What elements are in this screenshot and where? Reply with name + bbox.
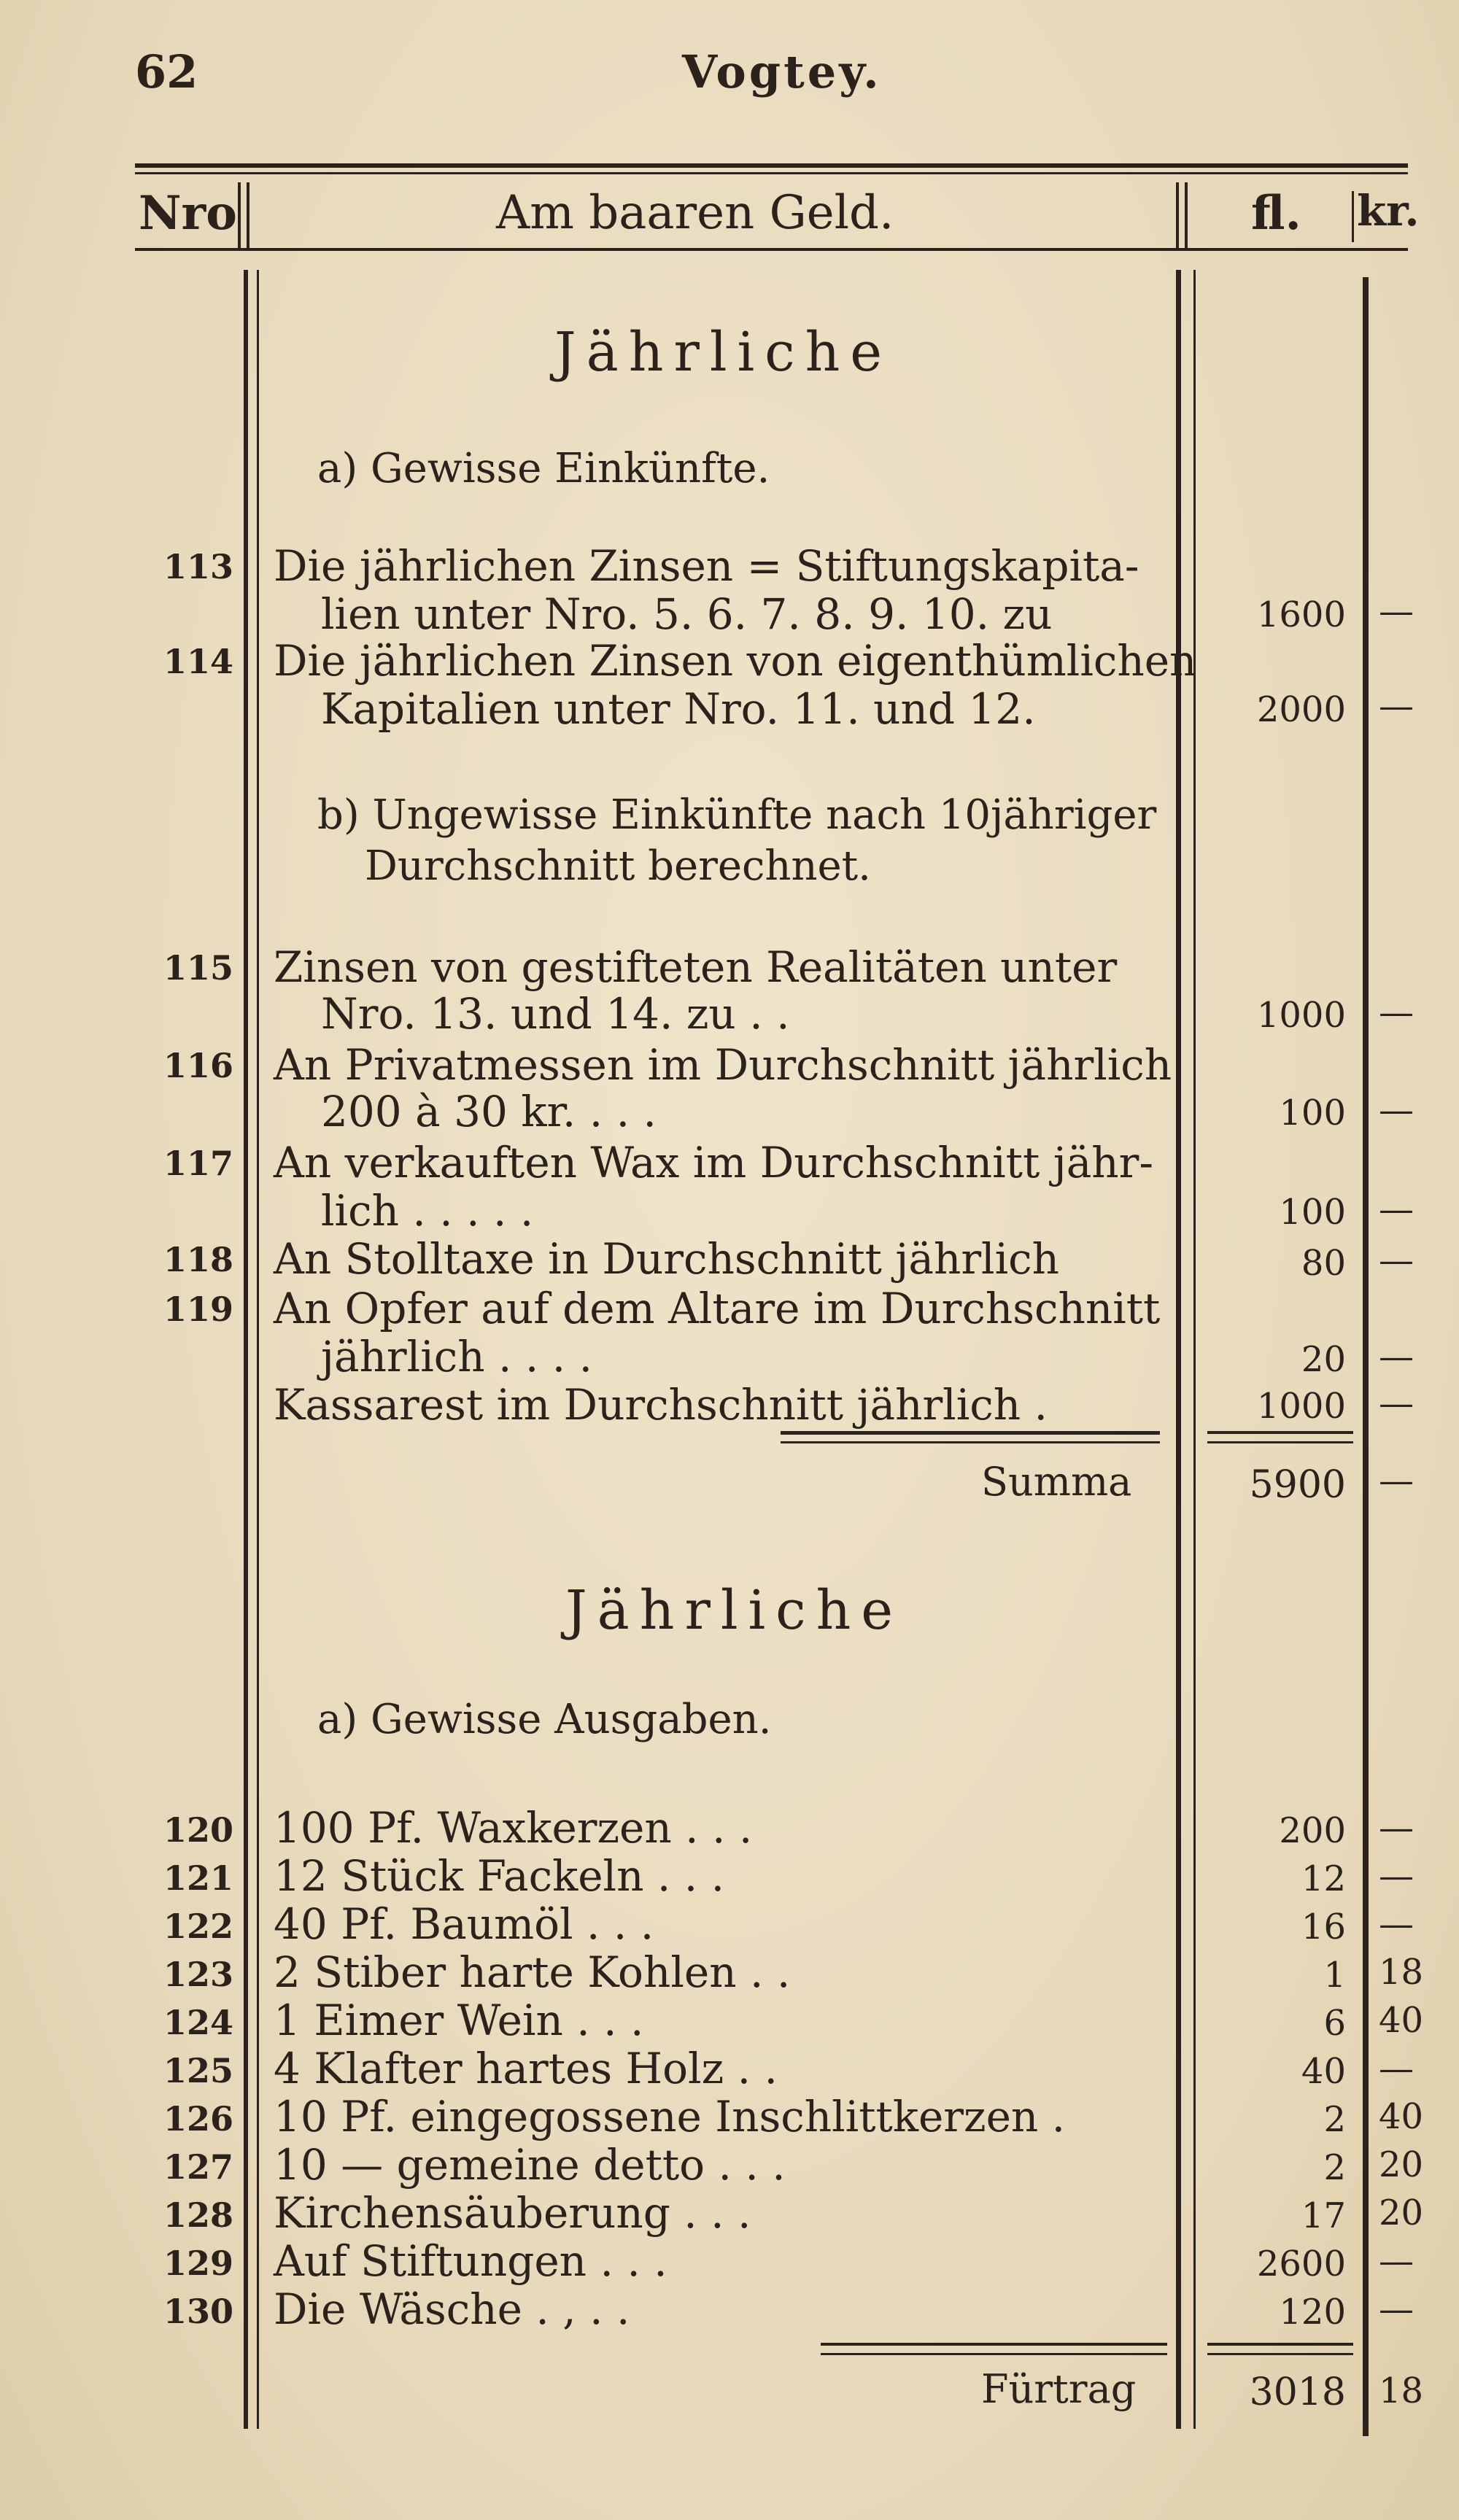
column-rule-nro (244, 270, 248, 2429)
row-text: Kapitalien unter Nro. 11. und 12. (321, 684, 1036, 734)
row-text: Nro. 13. und 14. zu . . (321, 989, 790, 1039)
row-nro: 127 (163, 2147, 233, 2187)
row-text: jährlich . . . . (321, 1332, 593, 1381)
row-text: Auf Stiftungen . . . (274, 2236, 667, 2286)
row-nro: 130 (163, 2292, 233, 2331)
row-kr: — (1379, 591, 1414, 632)
row-text: Die jährlichen Zinsen von eigenthümlichen (274, 636, 1197, 686)
expenses-section-a: a) Gewisse Ausgaben. (317, 1696, 772, 1743)
header-rule-fl-1 (1176, 182, 1179, 248)
row-fl: 20 (1301, 1339, 1346, 1380)
row-nro: 129 (163, 2244, 233, 2283)
carry-rule-fl-thin (1207, 2353, 1353, 2355)
column-rule-fl (1176, 270, 1181, 2429)
sum-label: Summa (981, 1459, 1132, 1505)
column-rule-nro-thin (257, 270, 259, 2429)
row-fl: 12 (1301, 1858, 1346, 1899)
row-text: lich . . . . . (321, 1186, 534, 1236)
row-text: Die Wäsche . , . . (274, 2284, 630, 2334)
row-kr: — (1379, 2048, 1414, 2089)
carry-rule-thin (821, 2353, 1167, 2355)
row-nro: 113 (163, 547, 233, 586)
sum-rule-thin (781, 1441, 1160, 1443)
sum-rule (781, 1431, 1160, 1435)
row-kr: — (1379, 2241, 1414, 2281)
row-nro: 117 (163, 1144, 233, 1183)
row-text: An Privatmessen im Durchschnitt jährlich (274, 1040, 1172, 1090)
row-text: An verkauften Wax im Durchschnitt jähr- (274, 1138, 1153, 1187)
income-section-b-line2: Durchschnitt berechnet. (365, 842, 871, 890)
row-fl: 1 (1323, 1955, 1346, 1996)
row-nro: 119 (163, 1290, 233, 1329)
row-text: 10 Pf. eingegossene Inschlittkerzen . (274, 2092, 1066, 2141)
income-section-b-line1: b) Ungewisse Einkünfte nach 10jähriger (317, 791, 1157, 839)
row-nro: 116 (163, 1046, 233, 1085)
row-kr: 20 (1379, 2193, 1424, 2233)
carry-kr: 18 (1379, 2370, 1424, 2411)
col-header-title: Am baaren Geld. (496, 186, 894, 240)
row-kr: — (1379, 686, 1414, 726)
sum-kr: — (1379, 1460, 1414, 1501)
row-nro: 120 (163, 1810, 233, 1850)
header-top-rule-thin (135, 172, 1408, 174)
row-nro: 114 (163, 642, 233, 681)
row-text: Zinsen von gestifteten Realitäten unter (274, 942, 1118, 992)
row-fl: 2600 (1256, 2244, 1346, 2284)
row-fl: 100 (1279, 1093, 1346, 1133)
carry-rule (821, 2343, 1167, 2346)
row-text: Kassarest im Durchschnitt jährlich . (274, 1380, 1048, 1430)
expenses-title: Jährliche (565, 1579, 904, 1642)
header-rule-kr (1352, 191, 1354, 242)
sum-fl: 5900 (1249, 1463, 1346, 1507)
row-kr: — (1379, 1189, 1414, 1230)
row-nro: 126 (163, 2099, 233, 2139)
row-fl: 2 (1323, 2099, 1346, 2140)
row-nro: 122 (163, 1907, 233, 1946)
row-fl: 200 (1279, 1810, 1346, 1851)
carry-fl: 3018 (1249, 2370, 1346, 2414)
row-text: 200 à 30 kr. . . . (321, 1087, 657, 1136)
row-nro: 124 (163, 2003, 233, 2042)
header-top-rule (135, 163, 1408, 168)
row-kr: 40 (1379, 2000, 1424, 2041)
row-nro: 118 (163, 1240, 233, 1279)
row-fl: 17 (1301, 2195, 1346, 2236)
row-text: An Stolltaxe in Durchschnitt jährlich (274, 1234, 1059, 1284)
header-rule-nro-1 (238, 182, 241, 248)
row-kr: — (1379, 1904, 1414, 1945)
row-nro: 125 (163, 2051, 233, 2090)
row-kr: 40 (1379, 2096, 1424, 2137)
row-kr: 20 (1379, 2144, 1424, 2185)
row-text: 4 Klafter hartes Holz . . (274, 2044, 778, 2093)
header-bottom-rule (135, 248, 1408, 251)
row-kr: — (1379, 1383, 1414, 1424)
row-kr: — (1379, 1336, 1414, 1377)
row-text: 40 Pf. Baumöl . . . (274, 1899, 654, 1949)
row-kr: 18 (1379, 1952, 1424, 1993)
row-fl: 16 (1301, 1907, 1346, 1947)
row-text: Die jährlichen Zinsen = Stiftungskapita- (274, 541, 1139, 591)
sum-rule-fl-thin (1207, 1441, 1353, 1443)
col-header-kr: kr. (1357, 186, 1420, 236)
column-rule-kr (1363, 277, 1369, 2436)
row-text: An Opfer auf dem Altare im Durchschnitt (274, 1284, 1161, 1333)
header-rule-fl-2 (1185, 182, 1188, 248)
row-text: 2 Stiber harte Kohlen . . (274, 1947, 791, 1997)
row-text: 100 Pf. Waxkerzen . . . (274, 1803, 753, 1853)
row-nro: 128 (163, 2195, 233, 2235)
row-nro: 123 (163, 1955, 233, 1994)
header-rule-nro-2 (247, 182, 249, 248)
row-fl: 1000 (1256, 1386, 1346, 1427)
row-fl: 100 (1279, 1192, 1346, 1233)
income-title: Jährliche (554, 321, 893, 384)
row-nro: 121 (163, 1858, 233, 1898)
row-fl: 1600 (1256, 594, 1346, 635)
row-text: 12 Stück Fackeln . . . (274, 1851, 725, 1901)
page-number: 62 (135, 45, 198, 98)
row-fl: 1000 (1256, 995, 1346, 1036)
row-text: lien unter Nro. 5. 6. 7. 8. 9. 10. zu (321, 589, 1053, 639)
row-nro: 115 (163, 948, 233, 988)
row-fl: 6 (1323, 2003, 1346, 2044)
income-section-a: a) Gewisse Einkünfte. (317, 445, 770, 492)
carry-rule-fl (1207, 2343, 1353, 2346)
row-kr: — (1379, 992, 1414, 1033)
row-kr: — (1379, 2289, 1414, 2330)
row-kr: — (1379, 1856, 1414, 1896)
row-text: Kirchensäuberung . . . (274, 2188, 751, 2238)
sum-rule-fl (1207, 1431, 1353, 1434)
row-fl: 40 (1301, 2051, 1346, 2092)
row-fl: 2000 (1256, 689, 1346, 730)
row-text: 1 Eimer Wein . . . (274, 1996, 644, 2045)
col-header-fl: fl. (1251, 186, 1301, 241)
row-text: 10 — gemeine detto . . . (274, 2140, 786, 2190)
running-title: Vogtey. (682, 45, 882, 98)
row-fl: 80 (1301, 1243, 1346, 1284)
row-kr: — (1379, 1090, 1414, 1131)
carry-label: Fürtrag (981, 2366, 1137, 2412)
row-fl: 120 (1279, 2292, 1346, 2333)
row-kr: — (1379, 1807, 1414, 1848)
col-header-nro: Nro (139, 186, 237, 241)
column-rule-fl-thin (1193, 270, 1196, 2429)
row-kr: — (1379, 1240, 1414, 1281)
row-fl: 2 (1323, 2147, 1346, 2188)
